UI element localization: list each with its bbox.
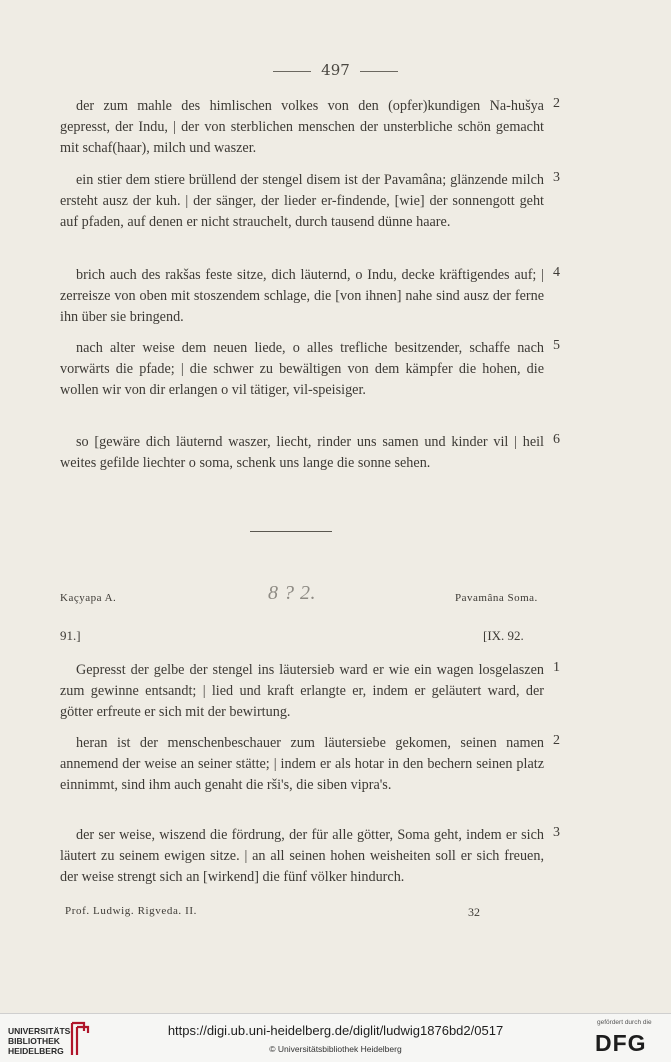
page-number	[0, 61, 671, 79]
handwritten-mark: 8 ? 2.	[268, 582, 316, 604]
verse-number: 3	[553, 170, 560, 185]
verse-number: 3	[553, 825, 560, 840]
hymn-number: 91.]	[60, 628, 81, 643]
page-number-dash-right	[360, 71, 398, 72]
logo-line: HEIDELBERG	[8, 1046, 64, 1056]
permalink-url[interactable]: https://digi.ub.uni-heidelberg.de/diglit/ludwig1876bd2/0517	[167, 1023, 504, 1038]
verse-number: 2	[553, 733, 560, 748]
footer-signature: Prof. Ludwig. Rigveda. II.	[65, 905, 197, 917]
page-number-dash-left	[273, 71, 311, 72]
verse-text: Gepresst der gelbe der stengel ins läutersieb ward er wie ein wagen losgelaszen zum gewinne entsandt; | lied und kraft erlangte er, indem er geläutert ward, der götter erfreute er sich mit der bewirtung.	[60, 662, 544, 720]
verse-number: 5	[553, 338, 560, 353]
dfg-logo[interactable]: DFG	[595, 1030, 647, 1056]
footer-sheet-number: 32	[468, 905, 480, 919]
viewer-footer-bar	[0, 1013, 671, 1062]
logo-line: BIBLIOTHEK	[8, 1036, 60, 1046]
verse-text: so [gewäre dich läuternd waszer, liecht, rinder uns samen und kinder vil | heil weites gefilde liechter o soma, schenk uns lange die sonne sehen.	[60, 434, 544, 471]
verse-text: brich auch des rakšas feste sitze, dich läuternd, o Indu, decke kräftigendes auf; | zerreisze von oben mit stoszendem schlage, die [von ihnen] nahe sind ausz der ferne ihn über sie bringend.	[60, 267, 544, 325]
hymn-reference: [IX. 92.	[483, 628, 524, 643]
funded-by-label: gefördert durch die	[597, 1019, 652, 1026]
copyright-notice: © Universitätsbibliothek Heidelberg	[269, 1044, 402, 1054]
verse-number: 6	[553, 432, 560, 447]
hymn-deity: Pavamâna Soma.	[455, 592, 538, 604]
verse-text: der ser weise, wiszend die fördrung, der für alle götter, Soma geht, indem er sich läutert zu seinem ewigen sitze. | an all seinen hohen weisheiten soll er sich freuen, der weise strengt sich an [wirkend] die fünf völker hindurch.	[60, 827, 544, 885]
hymn-author: Kaçyapa A.	[60, 592, 117, 604]
page-number-text: 497	[321, 61, 350, 79]
verse-text: der zum mahle des himlischen volkes von den (opfer)kundigen Na-hušya gepresst, der Indu, | der von sterblichen menschen der unsterbliche schön gemacht mit schaf(haar), milch und waszer.	[60, 98, 544, 156]
verse-number: 2	[553, 96, 560, 111]
verse-number: 1	[553, 660, 560, 675]
verse-number: 4	[553, 265, 560, 280]
verse-text: ein stier dem stiere brüllend der stengel disem ist der Pavamâna; glänzende milch ersteht ausz der kuh. | der sänger, der lieder er-findende, [wie] der sonnengott geht auf pfaden, auf denen er nicht strauchelt, durch tausend dünne haare.	[60, 172, 544, 230]
logo-line: UNIVERSITÄTS-	[8, 1026, 74, 1036]
verse-text: nach alter weise dem neuen liede, o alles trefliche besitzender, schaffe nach vorwärts die pfade; | die schwer zu bewältigen von dem kämpfer die hohen, die wollen wir von dir erlangen o vil tätiger, vil-speisiger.	[60, 340, 544, 398]
section-divider	[250, 531, 332, 532]
verse-text: heran ist der menschenbeschauer zum läutersiebe gekomen, seinen namen annemend der weise an seiner stätte; | indem er als hotar in den bechern seinen platz einnimmt, sind ihm auch genaht die rši's, die siben vipra's.	[60, 735, 544, 793]
